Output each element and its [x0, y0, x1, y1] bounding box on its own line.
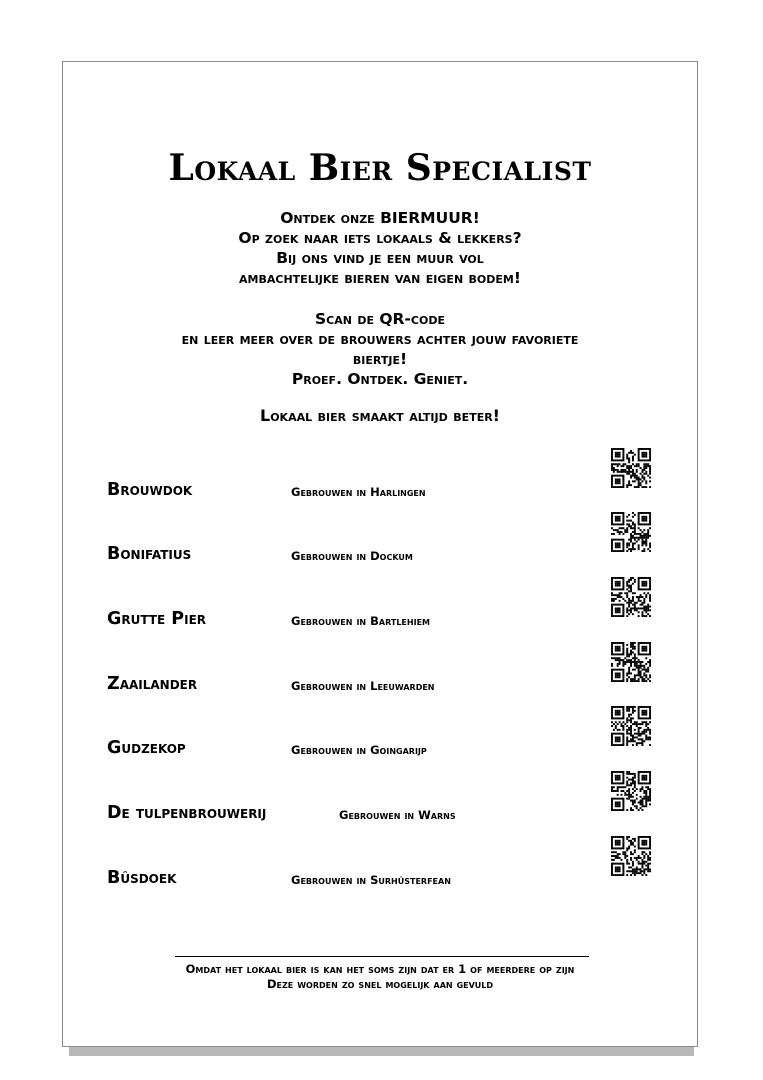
scan-line: en leer meer over de brouwers achter jouw favoriete: [181, 330, 579, 348]
qr-code-icon[interactable]: [611, 642, 651, 682]
qr-code-icon[interactable]: [611, 512, 651, 552]
brewery-location: Gebrouwen in Harlingen: [291, 485, 426, 499]
brewery-name: Grutte Pier: [107, 609, 207, 629]
document-page: [62, 61, 698, 1047]
footer-line: Omdat het lokaal bier is kan het soms zijn dat er 1 of meerdere op zijn: [185, 962, 575, 976]
brewery-location: Gebrouwen in Bartlehiem: [291, 614, 430, 628]
page-title: Lokaal Bier Specialist: [168, 147, 592, 189]
brewery-name: De tulpenbrouwerij: [107, 803, 267, 823]
qr-code-icon[interactable]: [611, 577, 651, 617]
footer-note: [63, 962, 697, 992]
brewery-name: Gudzekop: [107, 738, 186, 758]
brewery-row: [107, 648, 667, 694]
qr-code-icon[interactable]: [611, 771, 651, 811]
brewery-location: Gebrouwen in Leeuwarden: [291, 679, 435, 693]
intro-line: Op zoek naar iets lokaals & lekkers?: [238, 229, 522, 247]
scan-line: biertje!: [352, 350, 408, 368]
brewery-location: Gebrouwen in Goingarijp: [291, 743, 427, 757]
brewery-row: [107, 518, 667, 564]
brewery-location: Gebrouwen in Dockum: [291, 549, 413, 563]
qr-code-icon[interactable]: [611, 706, 651, 746]
intro-line: Ontdek onze BIERMUUR!: [280, 209, 480, 227]
brewery-name: Bûsdoek: [107, 868, 177, 888]
brewery-location: Gebrouwen in Surhûsterfean: [291, 873, 451, 887]
footer-line: Deze worden zo snel mogelijk aan gevuld: [266, 977, 494, 991]
brewery-row: [107, 777, 667, 823]
brewery-row: [107, 712, 667, 758]
qr-code-icon[interactable]: [611, 836, 651, 876]
brewery-name: Bonifatius: [107, 544, 192, 564]
footer-divider: [175, 956, 589, 957]
qr-code-icon[interactable]: [611, 448, 651, 488]
brewery-row: [107, 583, 667, 629]
brewery-name: Brouwdok: [107, 480, 193, 500]
brewery-location: Gebrouwen in Warns: [339, 808, 456, 822]
brewery-name: Zaailander: [107, 674, 198, 694]
scan-text: [63, 309, 697, 389]
brewery-row: [107, 842, 667, 888]
intro-line: ambachtelijke bieren van eigen bodem!: [239, 269, 521, 287]
intro-line: Bij ons vind je een muur vol: [276, 249, 484, 267]
scan-line: Proef. Ontdek. Geniet.: [291, 370, 469, 388]
intro-text: [63, 208, 697, 288]
scan-line: Scan de QR-code: [314, 310, 445, 328]
brewery-row: [107, 454, 667, 500]
tagline: Lokaal bier smaakt altijd beter!: [260, 406, 500, 425]
